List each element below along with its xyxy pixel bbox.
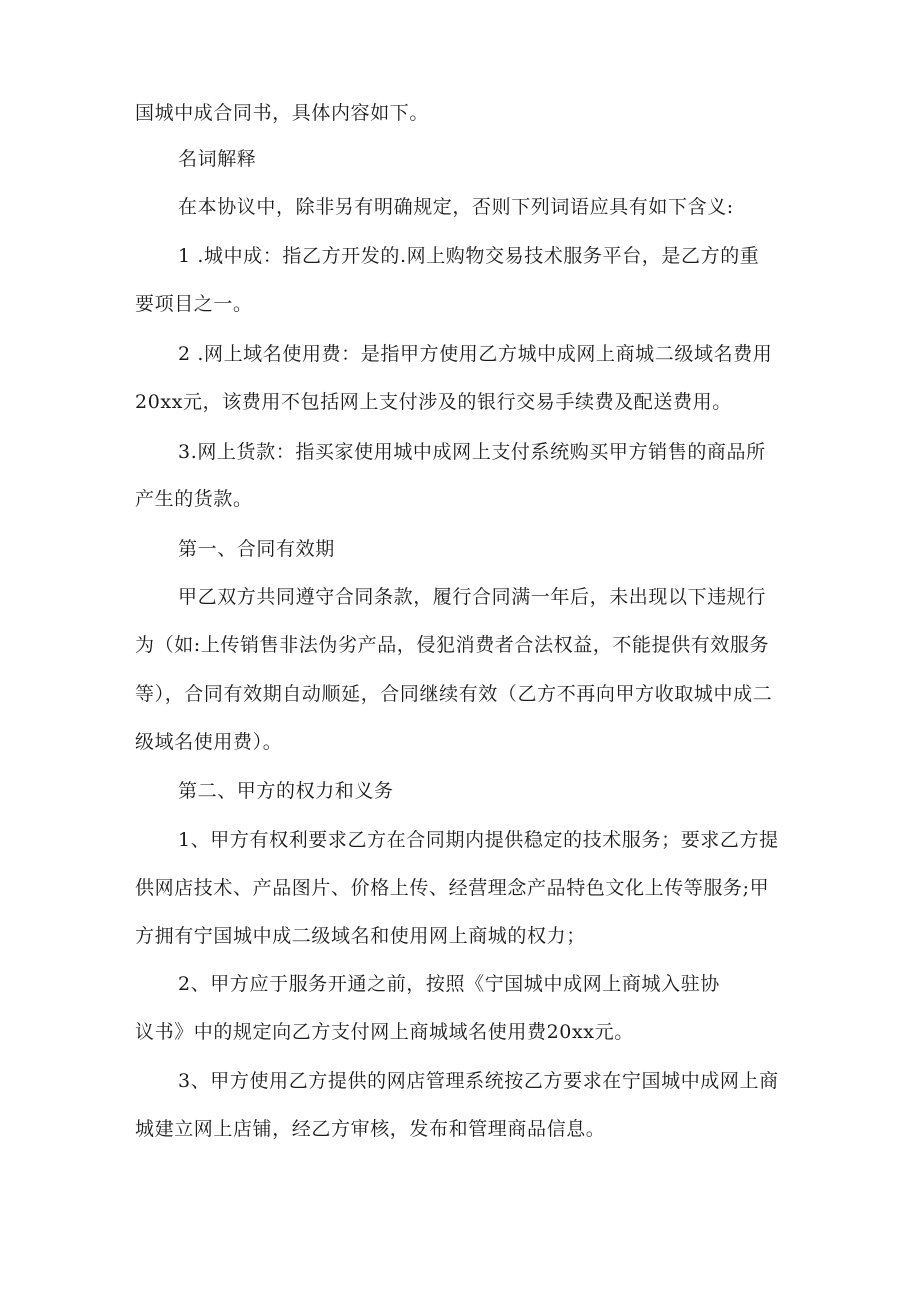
section-2-item-3-line-1: 3、甲方使用乙方提供的网店管理系统按乙方要求在宁国城中成网上商	[178, 1070, 779, 1092]
heading-section-2: 第二、甲方的权力和义务	[178, 780, 394, 802]
definition-3-line-2: 产生的货款。	[135, 488, 253, 510]
heading-definitions: 名词解释	[178, 148, 257, 170]
section-1-line-3: 等），合同有效期自动顺延，合同继续有效（乙方不再向甲方收取城中成二	[135, 683, 773, 705]
definition-2-line-1: 2 .网上域名使用费：是指甲方使用乙方城中成网上商城二级域名费用	[178, 343, 773, 365]
paragraph-definitions-intro: 在本协议中，除非另有明确规定，否则下列词语应具有如下含义:	[178, 196, 734, 218]
definition-1-line-2: 要项目之一。	[135, 293, 253, 315]
heading-section-1: 第一、合同有效期	[178, 538, 335, 560]
section-2-item-1-line-3: 方拥有宁国城中成二级域名和使用网上商城的权力；	[135, 925, 586, 947]
section-2-item-2-line-1: 2、甲方应于服务开通之前，按照《宁国城中成网上商城入驻协	[178, 973, 720, 995]
definition-1-line-1: 1 .城中成：指乙方开发的.网上购物交易技术服务平台，是乙方的重	[178, 245, 760, 267]
section-1-line-4: 级域名使用费）。	[135, 731, 283, 753]
section-2-item-1-line-1: 1、甲方有权利要求乙方在合同期内提供稳定的技术服务；要求乙方提	[178, 829, 779, 851]
section-2-item-1-line-2: 供网店技术、产品图片、价格上传、经营理念产品特色文化上传等服务;甲	[135, 877, 770, 899]
definition-3-line-1: 3.网上货款：指买家使用城中成网上支付系统购买甲方销售的商品所	[178, 441, 766, 463]
section-1-line-1: 甲乙双方共同遵守合同条款，履行合同满一年后，未出现以下违规行	[178, 586, 767, 608]
section-1-line-2: 为（如:上传销售非法伪劣产品，侵犯消费者合法权益，不能提供有效服务	[135, 634, 770, 656]
section-2-item-2-line-2: 议书》中的规定向乙方支付网上商城域名使用费20xx元。	[135, 1021, 634, 1043]
paragraph-intro-line: 国城中成合同书，具体内容如下。	[135, 102, 430, 124]
section-2-item-3-line-2: 城建立网上店铺，经乙方审核，发布和管理商品信息。	[135, 1118, 606, 1140]
definition-2-line-2: 20xx元，该费用不包括网上支付涉及的银行交易手续费及配送费用。	[135, 391, 732, 413]
